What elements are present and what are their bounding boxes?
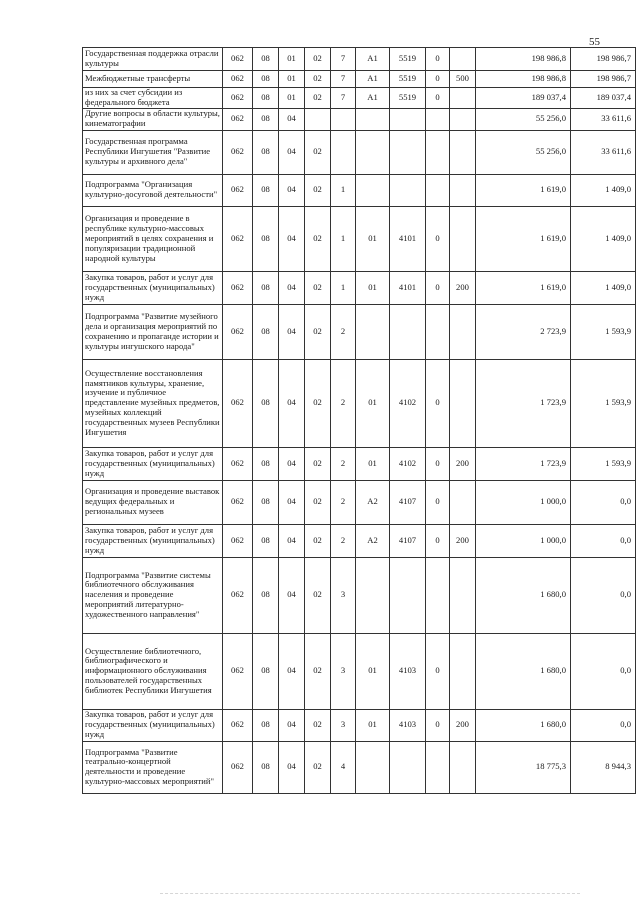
col-sub-direction	[426, 741, 450, 793]
col-subprogram: 2	[331, 480, 356, 524]
col-program: 02	[305, 480, 331, 524]
row-name: Организация и проведение выставок ведущих федеральных и региональных музеев	[83, 480, 223, 524]
row-name: из них за счет субсидии из федерального бюджета	[83, 88, 223, 109]
table-row	[83, 48, 636, 71]
col-value-2: 1 593,9	[571, 359, 636, 447]
col-expense-type	[450, 88, 476, 109]
col-section: 08	[253, 557, 279, 633]
col-program: 02	[305, 71, 331, 88]
col-value-1: 1 619,0	[476, 271, 571, 304]
col-section: 08	[253, 524, 279, 557]
col-main-event: A2	[356, 524, 390, 557]
col-program: 02	[305, 447, 331, 480]
col-program: 02	[305, 633, 331, 709]
row-name: Подпрограмма "Развитие системы библиотечного обслуживания населения и проведение мероприятий литературно-художественного направления"	[83, 557, 223, 633]
col-main-event: A1	[356, 88, 390, 109]
col-expense-type	[450, 557, 476, 633]
col-direction: 4101	[390, 271, 426, 304]
col-program: 02	[305, 174, 331, 206]
col-expense-type	[450, 304, 476, 359]
col-subprogram: 1	[331, 271, 356, 304]
col-sub-direction: 0	[426, 48, 450, 71]
col-ministry: 062	[223, 108, 253, 130]
col-value-1: 1 619,0	[476, 206, 571, 271]
col-main-event: 01	[356, 271, 390, 304]
col-subsection: 01	[279, 71, 305, 88]
col-subsection: 04	[279, 174, 305, 206]
budget-table	[82, 47, 636, 794]
col-direction: 4102	[390, 447, 426, 480]
col-program: 02	[305, 88, 331, 109]
col-value-2: 0,0	[571, 480, 636, 524]
col-sub-direction: 0	[426, 71, 450, 88]
col-ministry: 062	[223, 480, 253, 524]
col-value-2: 33 611,6	[571, 108, 636, 130]
col-subsection: 04	[279, 359, 305, 447]
col-subsection: 04	[279, 130, 305, 174]
col-expense-type: 200	[450, 271, 476, 304]
col-main-event: A2	[356, 480, 390, 524]
col-section: 08	[253, 71, 279, 88]
row-name: Межбюджетные трансферты	[83, 71, 223, 88]
col-value-2: 1 409,0	[571, 206, 636, 271]
col-direction	[390, 130, 426, 174]
col-subprogram: 1	[331, 174, 356, 206]
col-direction	[390, 174, 426, 206]
col-expense-type	[450, 480, 476, 524]
col-direction: 4101	[390, 206, 426, 271]
col-value-1: 198 986,8	[476, 48, 571, 71]
col-subsection: 01	[279, 88, 305, 109]
col-subsection: 04	[279, 304, 305, 359]
col-program: 02	[305, 709, 331, 741]
col-program: 02	[305, 48, 331, 71]
col-value-1: 18 775,3	[476, 741, 571, 793]
col-section: 08	[253, 48, 279, 71]
col-ministry: 062	[223, 557, 253, 633]
row-name: Осуществление библиотечного, библиографического и информационного обслуживания пользователей государственных библиотек Республики Ингушетия	[83, 633, 223, 709]
col-sub-direction: 0	[426, 359, 450, 447]
col-subprogram: 2	[331, 359, 356, 447]
col-main-event: A1	[356, 71, 390, 88]
col-program: 02	[305, 130, 331, 174]
col-ministry: 062	[223, 174, 253, 206]
col-value-1: 198 986,8	[476, 71, 571, 88]
col-program: 02	[305, 359, 331, 447]
col-section: 08	[253, 108, 279, 130]
col-main-event: 01	[356, 633, 390, 709]
col-value-1: 1 680,0	[476, 557, 571, 633]
row-name: Подпрограмма "Развитие музейного дела и организация мероприятий по сохранению и пропаганде истории и культуры ингушского народа"	[83, 304, 223, 359]
col-subprogram: 3	[331, 709, 356, 741]
col-value-1: 1 723,9	[476, 359, 571, 447]
col-sub-direction: 0	[426, 524, 450, 557]
col-expense-type: 200	[450, 524, 476, 557]
col-ministry: 062	[223, 130, 253, 174]
col-sub-direction: 0	[426, 447, 450, 480]
col-direction	[390, 304, 426, 359]
row-name: Закупка товаров, работ и услуг для государственных (муниципальных) нужд	[83, 447, 223, 480]
table-row	[83, 304, 636, 359]
col-direction: 5519	[390, 71, 426, 88]
col-sub-direction	[426, 557, 450, 633]
col-main-event: 01	[356, 447, 390, 480]
col-main-event	[356, 741, 390, 793]
table-row	[83, 130, 636, 174]
col-subprogram	[331, 130, 356, 174]
col-value-1: 189 037,4	[476, 88, 571, 109]
col-section: 08	[253, 304, 279, 359]
col-value-2: 198 986,7	[571, 48, 636, 71]
col-expense-type	[450, 359, 476, 447]
col-value-1: 2 723,9	[476, 304, 571, 359]
col-value-1: 55 256,0	[476, 108, 571, 130]
col-section: 08	[253, 709, 279, 741]
col-value-1: 1 000,0	[476, 524, 571, 557]
col-ministry: 062	[223, 741, 253, 793]
col-subprogram: 7	[331, 71, 356, 88]
row-name: Закупка товаров, работ и услуг для государственных (муниципальных) нужд	[83, 271, 223, 304]
row-name: Закупка товаров, работ и услуг для государственных (муниципальных) нужд	[83, 709, 223, 741]
col-ministry: 062	[223, 447, 253, 480]
table-row	[83, 557, 636, 633]
col-direction: 4102	[390, 359, 426, 447]
col-subsection: 04	[279, 524, 305, 557]
col-program: 02	[305, 304, 331, 359]
col-ministry: 062	[223, 524, 253, 557]
col-subprogram: 2	[331, 447, 356, 480]
col-ministry: 062	[223, 88, 253, 109]
col-expense-type: 500	[450, 71, 476, 88]
col-sub-direction: 0	[426, 633, 450, 709]
col-direction: 5519	[390, 88, 426, 109]
col-direction	[390, 741, 426, 793]
col-subprogram: 3	[331, 557, 356, 633]
col-subsection: 04	[279, 741, 305, 793]
col-main-event	[356, 130, 390, 174]
col-main-event: A1	[356, 48, 390, 71]
col-program: 02	[305, 557, 331, 633]
col-main-event	[356, 174, 390, 206]
col-subsection: 04	[279, 709, 305, 741]
col-value-2: 1 593,9	[571, 304, 636, 359]
table-row	[83, 709, 636, 741]
row-name: Осуществление восстановления памятников культуры, хранение, изучение и публичное представление музейных предметов, музейных коллекций государственных музеев Республики Ингушетия	[83, 359, 223, 447]
col-expense-type: 200	[450, 447, 476, 480]
col-main-event	[356, 557, 390, 633]
col-value-2: 0,0	[571, 633, 636, 709]
col-ministry: 062	[223, 206, 253, 271]
col-section: 08	[253, 480, 279, 524]
col-value-1: 1 680,0	[476, 709, 571, 741]
col-value-2: 189 037,4	[571, 88, 636, 109]
table-row	[83, 524, 636, 557]
col-expense-type	[450, 108, 476, 130]
row-name: Организация и проведение в республике культурно-массовых мероприятий в целях сохранения и популяризации традиционной народной культуры	[83, 206, 223, 271]
col-subsection: 04	[279, 633, 305, 709]
col-subprogram: 2	[331, 524, 356, 557]
col-sub-direction	[426, 174, 450, 206]
col-ministry: 062	[223, 71, 253, 88]
col-sub-direction: 0	[426, 271, 450, 304]
col-value-2: 1 593,9	[571, 447, 636, 480]
row-name: Государственная программа Республики Ингушетия "Развитие культуры и архивного дела"	[83, 130, 223, 174]
col-subsection: 04	[279, 108, 305, 130]
col-section: 08	[253, 271, 279, 304]
col-subprogram: 3	[331, 633, 356, 709]
col-subprogram: 7	[331, 88, 356, 109]
col-subsection: 04	[279, 206, 305, 271]
col-value-2: 198 986,7	[571, 71, 636, 88]
row-name: Закупка товаров, работ и услуг для государственных (муниципальных) нужд	[83, 524, 223, 557]
table-row	[83, 741, 636, 793]
table-row	[83, 359, 636, 447]
col-value-1: 1 680,0	[476, 633, 571, 709]
col-subsection: 01	[279, 48, 305, 71]
col-section: 08	[253, 174, 279, 206]
col-section: 08	[253, 130, 279, 174]
col-sub-direction	[426, 108, 450, 130]
col-program: 02	[305, 206, 331, 271]
col-main-event: 01	[356, 206, 390, 271]
table-row	[83, 633, 636, 709]
table-row	[83, 174, 636, 206]
col-main-event: 01	[356, 709, 390, 741]
col-expense-type	[450, 633, 476, 709]
col-ministry: 062	[223, 304, 253, 359]
col-expense-type	[450, 174, 476, 206]
col-value-1: 1 000,0	[476, 480, 571, 524]
row-name: Подпрограмма "Развитие театрально-концертной деятельности и проведение культурно-массовых мероприятий"	[83, 741, 223, 793]
col-subsection: 04	[279, 271, 305, 304]
col-direction: 4103	[390, 709, 426, 741]
col-subprogram: 4	[331, 741, 356, 793]
col-value-2: 0,0	[571, 709, 636, 741]
table-row	[83, 206, 636, 271]
col-expense-type	[450, 130, 476, 174]
col-expense-type	[450, 206, 476, 271]
col-expense-type: 200	[450, 709, 476, 741]
row-name: Подпрограмма "Организация культурно-досуговой деятельности"	[83, 174, 223, 206]
col-expense-type	[450, 48, 476, 71]
col-sub-direction	[426, 130, 450, 174]
col-program: 02	[305, 524, 331, 557]
col-value-2: 0,0	[571, 557, 636, 633]
col-direction: 4103	[390, 633, 426, 709]
col-sub-direction: 0	[426, 206, 450, 271]
col-direction	[390, 108, 426, 130]
col-value-2: 1 409,0	[571, 174, 636, 206]
col-subsection: 04	[279, 480, 305, 524]
col-program	[305, 108, 331, 130]
col-main-event: 01	[356, 359, 390, 447]
table-row	[83, 71, 636, 88]
col-ministry: 062	[223, 271, 253, 304]
col-value-1: 1 723,9	[476, 447, 571, 480]
scan-artifact	[160, 893, 580, 900]
col-direction	[390, 557, 426, 633]
col-subsection: 04	[279, 557, 305, 633]
col-section: 08	[253, 206, 279, 271]
col-ministry: 062	[223, 633, 253, 709]
col-value-2: 33 611,6	[571, 130, 636, 174]
col-ministry: 062	[223, 359, 253, 447]
table-row	[83, 271, 636, 304]
col-subprogram: 7	[331, 48, 356, 71]
col-main-event	[356, 108, 390, 130]
col-expense-type	[450, 741, 476, 793]
table-row	[83, 108, 636, 130]
col-ministry: 062	[223, 48, 253, 71]
col-value-2: 1 409,0	[571, 271, 636, 304]
col-value-1: 55 256,0	[476, 130, 571, 174]
row-name: Государственная поддержка отрасли культуры	[83, 48, 223, 71]
col-direction: 4107	[390, 480, 426, 524]
col-subprogram: 1	[331, 206, 356, 271]
col-section: 08	[253, 447, 279, 480]
col-direction: 4107	[390, 524, 426, 557]
col-subprogram: 2	[331, 304, 356, 359]
col-sub-direction: 0	[426, 480, 450, 524]
col-subprogram	[331, 108, 356, 130]
col-sub-direction: 0	[426, 88, 450, 109]
col-section: 08	[253, 741, 279, 793]
row-name: Другие вопросы в области культуры, кинематографии	[83, 108, 223, 130]
col-section: 08	[253, 359, 279, 447]
col-subsection: 04	[279, 447, 305, 480]
table-row	[83, 88, 636, 109]
col-sub-direction: 0	[426, 709, 450, 741]
col-program: 02	[305, 741, 331, 793]
col-program: 02	[305, 271, 331, 304]
col-value-2: 8 944,3	[571, 741, 636, 793]
col-direction: 5519	[390, 48, 426, 71]
table-row	[83, 480, 636, 524]
col-main-event	[356, 304, 390, 359]
table-row	[83, 447, 636, 480]
col-section: 08	[253, 633, 279, 709]
col-section: 08	[253, 88, 279, 109]
col-ministry: 062	[223, 709, 253, 741]
col-value-1: 1 619,0	[476, 174, 571, 206]
col-value-2: 0,0	[571, 524, 636, 557]
page-number: 55	[589, 36, 600, 48]
col-sub-direction	[426, 304, 450, 359]
